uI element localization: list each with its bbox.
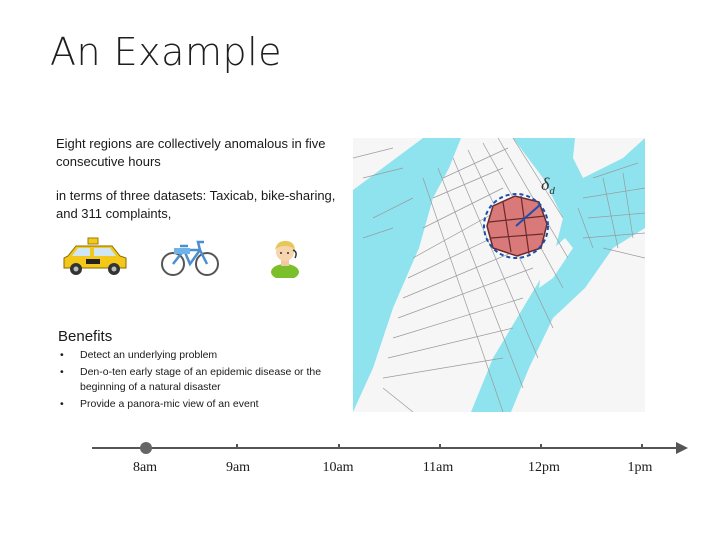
benefit-text: Provide a panora-mic view of an event (80, 398, 259, 410)
list-item (60, 348, 360, 363)
time-label: 11am (422, 460, 454, 475)
list-item (60, 365, 360, 395)
time-label: 8am (132, 460, 158, 475)
person-311-icon (265, 236, 305, 278)
timeline-marker (140, 442, 152, 454)
taxi-icon (60, 236, 130, 278)
timeline (0, 430, 720, 490)
bicycle-icon (160, 236, 220, 278)
time-label: 10am (322, 460, 354, 475)
delta-label: $\delta_d$ (541, 174, 555, 197)
benefits-heading: Benefits (58, 328, 113, 345)
bullet: • (60, 349, 64, 361)
list-item (60, 397, 360, 412)
bullet: • (60, 398, 64, 410)
city-map (353, 138, 645, 412)
bullet: • (60, 366, 64, 378)
time-label: 1pm (627, 460, 653, 475)
time-label: 9am (225, 460, 251, 475)
dataset-icons (60, 236, 310, 280)
time-label: 12pm (528, 460, 560, 475)
benefit-text: Den-o-ten early stage of an epidemic disease or the beginning of a natural disaster (80, 366, 322, 393)
datasets-text: in terms of three datasets: Taxicab, bike-sharing, and 311 complaints, (56, 188, 336, 221)
benefit-text: Detect an underlying problem (80, 349, 218, 361)
slide-title: An Example (50, 30, 283, 74)
benefits-list (60, 348, 360, 414)
timeline-arrow (676, 442, 688, 454)
description-text: Eight regions are collectively anomalous in five consecutive hours (56, 136, 326, 169)
